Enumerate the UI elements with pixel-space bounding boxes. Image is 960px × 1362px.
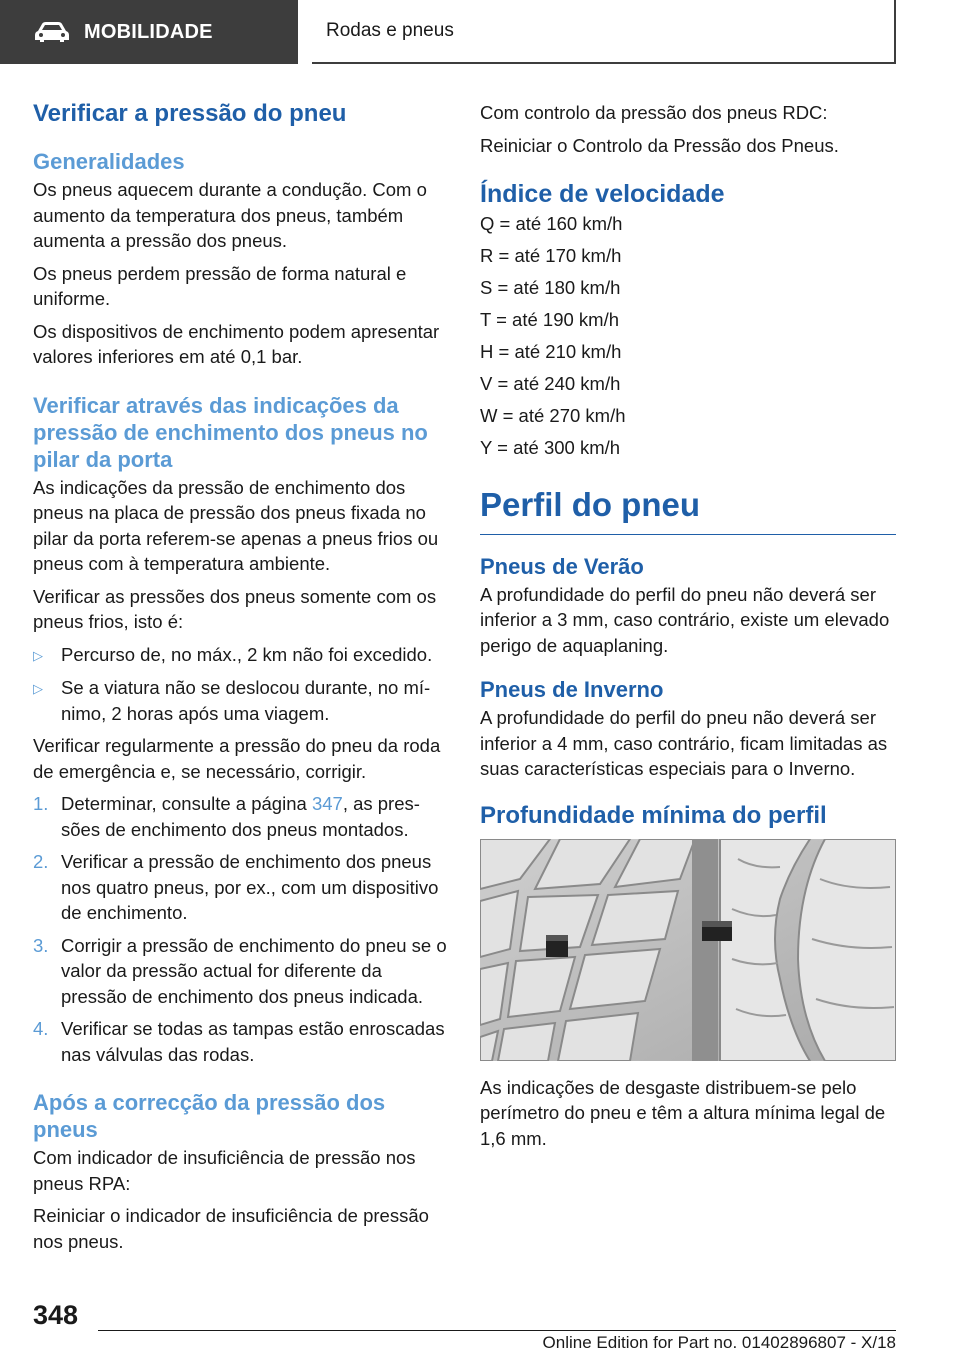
speed-index-list [480,211,896,461]
after-heading: Após a correcção da pressão dos pneus [33,1090,386,1142]
door-heading: Verificar através das indicações da pressão de enchimento dos pneus no pilar da porta [33,392,428,472]
general-paragraph-3: Os dispositivos de enchimento podem apresentar valores inferiores em até 0,1 bar. [33,320,440,367]
step-text: Determinar, consulte a página 347, as pressões de enchimento dos pneus montados. [61,793,420,840]
door-paragraph-2: Verificar as pressões dos pneus somente com os pneus frios, isto é: [33,585,437,632]
speed-item: Q = até 160 km/h [480,213,623,234]
step-number: 2. [33,851,49,872]
bullet-icon: ▷ [33,681,43,696]
rdc-paragraph-2: Reiniciar o Controlo da Pressão dos Pneus. [480,134,839,156]
step-number: 4. [33,1018,49,1039]
step-text: Verificar se todas as tampas estão enroscadas nas válvulas das rodas. [61,1018,445,1065]
page-reference-link[interactable]: 347 [311,793,343,814]
general-heading: Generalidades [33,149,185,174]
speed-item: R = até 170 km/h [480,245,622,266]
footer-divider [98,1330,896,1331]
bullet-text: Se a viatura não se deslocou durante, no mínimo, 2 horas após uma viagem. [61,677,431,724]
footer-note: Online Edition for Part no. 01402896807 - X/18 [542,1333,896,1352]
tire-tread-image [480,839,896,1061]
right-column [480,100,896,1158]
winter-paragraph: A profundidade do perfil do pneu não deverá ser inferior a 4 mm, caso contrário, ficam limitadas as suas características especiais para o Inverno. [480,707,888,779]
step-number: 3. [33,934,49,956]
section-title: Verificar a pressão do pneu [33,100,347,127]
section-tab [0,0,298,64]
step-item [33,1016,449,1067]
profile-title: Perfil do pneu [480,485,896,535]
speed-item: H = até 210 km/h [480,341,622,362]
chapter-header [312,0,896,64]
list-item [33,675,449,726]
speed-item: S = até 180 km/h [480,277,621,298]
left-column [33,100,449,1261]
step-text: Verificar a pressão de enchimento dos pneus nos quatro pneus, por ex., com um dispositivo de enchimento. [61,851,439,923]
chapter-label: Rodas e pneus [326,20,454,41]
min-depth-heading: Profundidade mínima do perfil [480,801,827,829]
speed-item: T = até 190 km/h [480,309,620,330]
summer-paragraph: A profundidade do perfil do pneu não deverá ser inferior a 3 mm, caso contrário, existe um elevado perigo de aquaplaning. [480,583,890,656]
step-item [33,849,449,926]
bullet-text: Percurso de, no máx., 2 km não foi excedido. [61,643,433,665]
general-paragraph-2: Os pneus perdem pressão de forma natural e uniforme. [33,262,407,309]
car-icon [34,21,70,43]
door-paragraph-1: As indicações da pressão de enchimento dos pneus na placa de pressão dos pneus fixada no pilar da porta referem-se apenas a pneus frios ou pneus com à temperatura ambiente. [33,476,439,574]
list-item [33,642,449,669]
rdc-paragraph-1: Com controlo da pressão dos pneus RDC: [480,102,828,123]
step-item [33,791,449,842]
summer-heading: Pneus de Verão [480,553,644,579]
speed-item: V = até 240 km/h [480,373,621,394]
page-number: 348 [33,1300,79,1330]
door-paragraph-3: Verificar regularmente a pressão do pneu da roda de emergência e, se necessário, corrigir. [33,735,441,782]
section-label: MOBILIDADE [84,20,213,43]
after-paragraph-1: Com indicador de insuficiência de pressão nos pneus RPA: [33,1147,416,1194]
step-text: Corrigir a pressão de enchimento do pneu se o valor da pressão actual for diferente da pressão de enchimento dos pneus indicada. [61,934,447,1007]
image-caption: As indicações de desgaste distribuem-se pelo perímetro do pneu e têm a altura mínima legal de 1,6 mm. [480,1076,886,1149]
bullet-icon: ▷ [33,647,43,663]
speed-item: Y = até 300 km/h [480,437,621,458]
general-paragraph-1: Os pneus aquecem durante a condução. Com o aumento da temperatura dos pneus, também aumenta a pressão dos pneus. [33,179,427,251]
winter-heading: Pneus de Inverno [480,677,664,702]
after-paragraph-2: Reiniciar o indicador de insuficiência de pressão nos pneus. [33,1205,429,1252]
speed-item: W = até 270 km/h [480,405,626,426]
step-item [33,933,449,1010]
step-number: 1. [33,793,49,814]
speed-heading: Índice de velocidade [480,180,725,208]
